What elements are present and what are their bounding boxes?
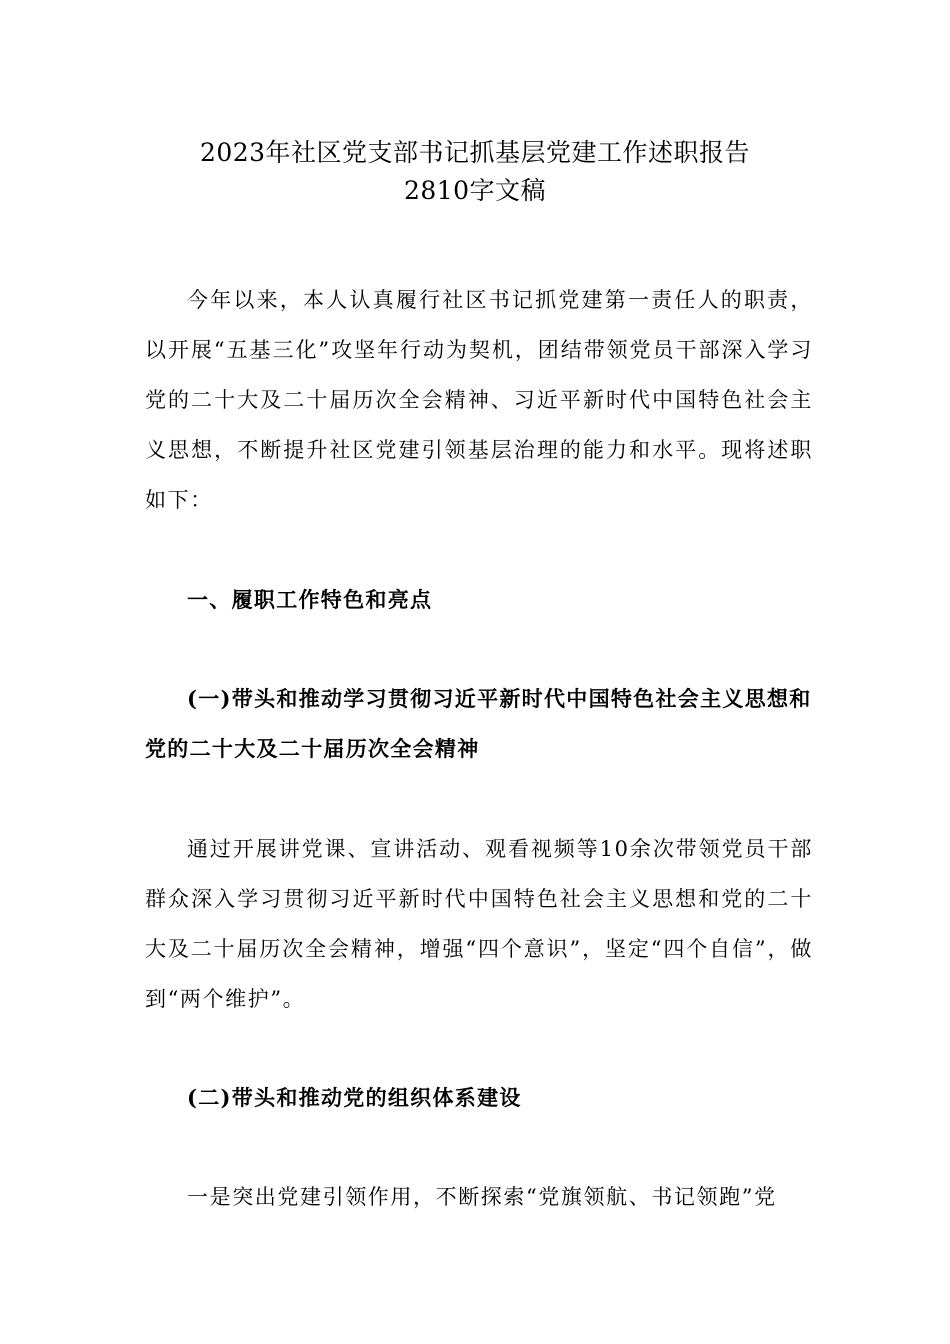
subsection-1-heading: (一)带头和推动学习贯彻习近平新时代中国特色社会主义思想和党的二十大及二十届历次全会精神 [145,686,812,761]
title-line-1: 2023年社区党支部书记抓基层党建工作述职报告 [199,138,751,167]
title-line-2-text: 2810字文稿 [403,176,547,205]
subsection-1-body: 通过开展讲党课、宣讲活动、观看视频等10余次带领党员干部群众深入学习贯彻习近平新时代中国特色社会主义思想和党的二十大及二十届历次全会精神，增强“四个意识”，坚定“四个自信”，做到“两个维护”。 [145,837,813,1011]
title-line-2 [0,175,950,207]
section-1-heading: 一、履职工作特色和亮点 [187,587,433,612]
subsection-2-heading: (二)带头和推动党的组织体系建设 [187,1085,522,1110]
subsection-2-body: 一是突出党建引领作用，不断探索“党旗领航、书记领跑”党 [187,1185,777,1209]
intro-paragraph: 今年以来，本人认真履行社区书记抓党建第一责任人的职责，以开展“五基三化”攻坚年行动为契机，团结带领党员干部深入学习党的二十大及二十届历次全会精神、习近平新时代中国特色社会主义思想，不断提升社区党建引领基层治理的能力和水平。现将述职如下： [145,288,813,512]
